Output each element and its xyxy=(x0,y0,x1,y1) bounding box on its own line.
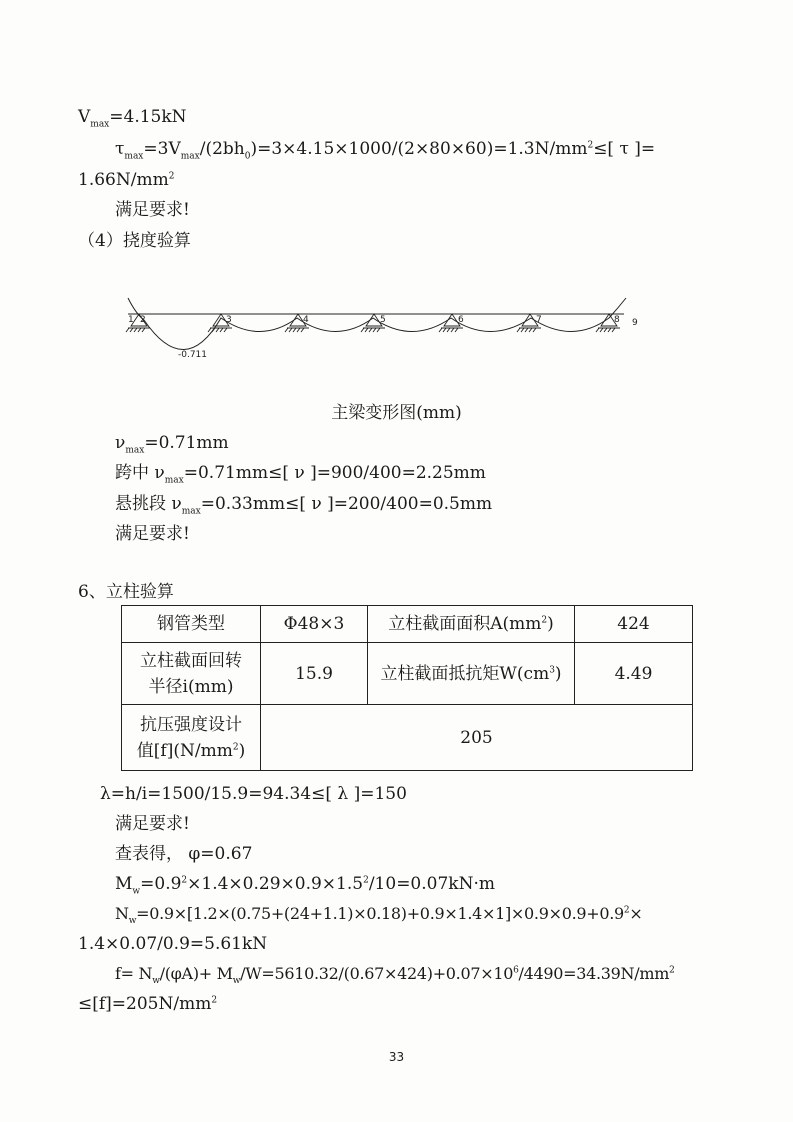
mw-c: =0.9 xyxy=(140,874,182,894)
f-h: 2 xyxy=(669,965,675,976)
tau-h: 2 xyxy=(587,140,594,151)
cell-text: ) xyxy=(554,663,562,684)
v-symbol: V xyxy=(78,107,91,127)
support-hatch xyxy=(600,328,603,332)
cell-text: 立柱截面回转 xyxy=(140,650,242,671)
table-cell: 424 xyxy=(575,606,693,643)
nw-a: N xyxy=(115,904,129,923)
tau-e: /(2bh xyxy=(199,139,245,159)
table-cell: 4.49 xyxy=(575,643,693,705)
tau-i: ≤[ τ ]= xyxy=(593,139,656,159)
mw-line xyxy=(115,873,495,895)
cell-sup: 2 xyxy=(541,615,548,626)
v2-c: =0.71mm≤[ ν ]=900/400=2.25mm xyxy=(183,463,486,483)
figure-caption: 主梁变形图(mm) xyxy=(331,403,462,423)
support-hatch xyxy=(529,328,532,332)
support-hatch xyxy=(521,328,524,332)
support-hatch xyxy=(361,328,364,332)
f-c: /(φA)+ M xyxy=(159,964,233,983)
v3-b: max xyxy=(181,506,201,517)
table-cell xyxy=(122,643,261,705)
v1-b: max xyxy=(125,445,145,456)
support-hatch xyxy=(533,328,536,332)
nw-d: 2 xyxy=(623,905,630,916)
f-b: w xyxy=(152,976,160,987)
node-label-1: 1 xyxy=(128,315,134,325)
tau-f: 0 xyxy=(244,151,251,162)
support-hatch xyxy=(208,328,211,332)
tau-c: =3V xyxy=(143,139,181,159)
support-hatch xyxy=(608,328,611,332)
node-label-8: 8 xyxy=(614,315,620,325)
support-hatch xyxy=(612,328,615,332)
tau-b: max xyxy=(124,151,144,162)
table-cell xyxy=(368,606,575,643)
v-value: =4.15kN xyxy=(109,107,187,127)
table-cell: Φ48×3 xyxy=(261,606,368,643)
v-sub: max xyxy=(90,119,110,130)
tau-g: )=3×4.15×1000/(2×80×60)=1.3N/mm xyxy=(250,139,588,159)
table-cell: 205 xyxy=(261,705,693,771)
midspan-line xyxy=(115,462,486,484)
node-label-7: 7 xyxy=(536,315,542,325)
support-hatch xyxy=(451,328,454,332)
cell-text: 立柱截面面积A(mm xyxy=(388,614,542,634)
support-hatch xyxy=(220,328,223,332)
v2-a: 跨中 ν xyxy=(115,463,165,483)
nw-c: =0.9×[1.2×(0.75+(24+1.1)×0.18)+0.9×1.4×1]×0.9×0.9+0.9 xyxy=(136,904,624,923)
support-hatch xyxy=(301,328,304,332)
table-cell xyxy=(122,705,261,771)
section-6-heading: 6、立柱验算 xyxy=(78,582,174,602)
support-hatch xyxy=(297,328,300,332)
support-hatch xyxy=(134,328,137,332)
tau-cont-sup: 2 xyxy=(168,171,175,182)
f-e: /W=5610.32/(0.67×424)+0.07×10 xyxy=(240,964,514,983)
max-deflection-label: -0.711 xyxy=(178,350,208,360)
node-label-3: 3 xyxy=(226,315,232,325)
mw-g: /10=0.07kN·m xyxy=(368,874,495,894)
table-row xyxy=(122,643,693,705)
tau-cont: 1.66N/mm xyxy=(78,170,169,190)
f-line xyxy=(115,963,675,985)
ok-text-2: 满足要求! xyxy=(115,524,190,544)
support-hatch xyxy=(126,328,129,332)
supports-group xyxy=(126,314,620,332)
tau-d: max xyxy=(180,151,200,162)
cell-text: ) xyxy=(547,614,554,634)
page-number: 33 xyxy=(388,1050,405,1064)
table-cell: 钢管类型 xyxy=(122,606,261,643)
table-row xyxy=(122,606,693,643)
support-hatch xyxy=(224,328,227,332)
cell-text: 抗压强度设计 xyxy=(140,714,242,735)
cell-sup: 2 xyxy=(232,741,239,752)
support-hatch xyxy=(216,328,219,332)
mw-e: ×1.4×0.29×0.9×1.5 xyxy=(187,874,364,894)
support-hatch xyxy=(373,328,376,332)
phi-line: 查表得， φ=0.67 xyxy=(115,844,253,864)
cell-text: ) xyxy=(238,740,246,761)
f-d: w xyxy=(232,976,241,987)
column-spec-table xyxy=(121,605,693,771)
f-a: f= N xyxy=(115,964,153,983)
node-label-4: 4 xyxy=(303,315,309,325)
support-hatch xyxy=(142,328,145,332)
support-hatch xyxy=(130,328,133,332)
ok-text-3: 满足要求! xyxy=(115,814,190,834)
node-label-5: 5 xyxy=(380,315,386,325)
node-label-2: 2 xyxy=(140,315,146,325)
mw-f: 2 xyxy=(363,875,369,886)
f-continuation xyxy=(78,993,217,1015)
f-g: /4490=34.39N/mm xyxy=(518,964,670,983)
cell-text: 立柱截面抵抗矩W(cm xyxy=(380,663,550,684)
table-cell: 15.9 xyxy=(261,643,368,705)
support-hatch xyxy=(377,328,380,332)
support-hatch xyxy=(596,328,599,332)
table-row xyxy=(122,705,693,771)
support-hatch xyxy=(212,328,215,332)
support-hatch xyxy=(604,328,607,332)
f-cont: ≤[f]=205N/mm xyxy=(78,994,212,1014)
table-cell xyxy=(368,643,575,705)
tau-a: τ xyxy=(115,139,125,159)
support-hatch xyxy=(525,328,528,332)
cell-sup: 3 xyxy=(549,664,555,675)
node-label-6: 6 xyxy=(458,315,464,325)
cantilever-line xyxy=(115,493,492,515)
v1-a: ν xyxy=(115,433,126,453)
support-hatch xyxy=(455,328,458,332)
vmax-line xyxy=(115,432,229,454)
v3-a: 悬挑段 ν xyxy=(115,494,182,514)
deflection-diagram xyxy=(0,0,793,420)
v2-b: max xyxy=(164,475,184,486)
deflection-curve xyxy=(128,298,626,350)
support-hatch xyxy=(443,328,446,332)
cell-text: 值[f](N/mm xyxy=(136,740,233,761)
nw-e: × xyxy=(629,904,643,923)
support-hatch xyxy=(517,328,520,332)
support-hatch xyxy=(285,328,288,332)
mw-b: w xyxy=(132,886,141,897)
support-hatch xyxy=(289,328,292,332)
node-label-9: 9 xyxy=(632,318,638,328)
nw-continuation: 1.4×0.07/0.9=5.61kN xyxy=(78,934,268,954)
support-hatch xyxy=(369,328,372,332)
v3-c: =0.33mm≤[ ν ]=200/400=0.5mm xyxy=(200,494,493,514)
f-f: 6 xyxy=(513,965,519,976)
slenderness-line: λ=h/i=1500/15.9=94.34≤[ λ ]=150 xyxy=(100,784,407,804)
cell-text: 半径i(mm) xyxy=(148,676,234,697)
f-cont-sup: 2 xyxy=(211,995,218,1006)
support-hatch xyxy=(447,328,450,332)
nw-b: w xyxy=(128,916,137,927)
support-hatch xyxy=(293,328,296,332)
v1-c: =0.71mm xyxy=(144,433,229,453)
support-hatch xyxy=(365,328,368,332)
mw-a: M xyxy=(115,874,133,894)
nw-line xyxy=(115,903,642,925)
support-hatch xyxy=(439,328,442,332)
support-hatch xyxy=(138,328,141,332)
section-4-heading: （4）挠度验算 xyxy=(78,231,191,251)
ok-text-1: 满足要求! xyxy=(115,200,190,220)
mw-d: 2 xyxy=(181,875,188,886)
